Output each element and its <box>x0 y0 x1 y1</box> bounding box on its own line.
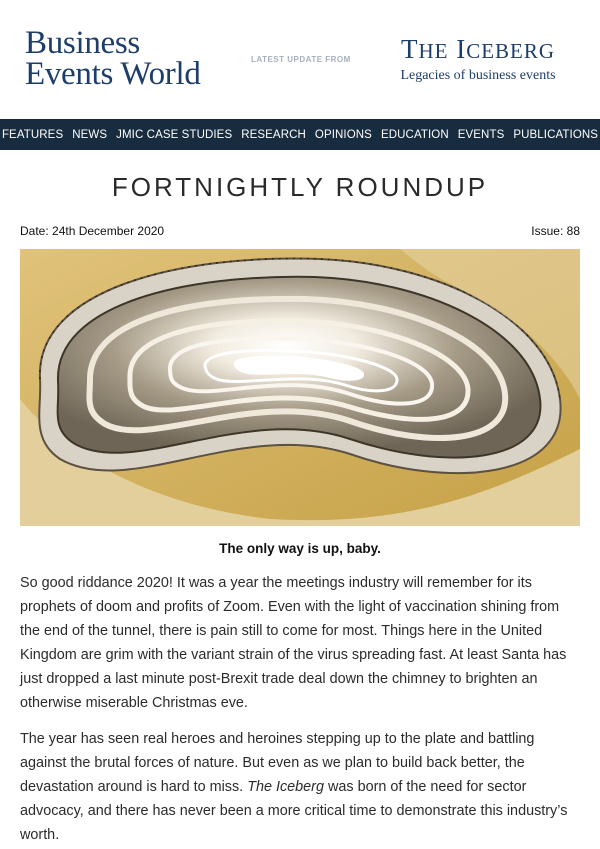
latest-update-label: LATEST UPDATE FROM <box>251 55 351 64</box>
issue-number: Issue: 88 <box>531 224 580 238</box>
paragraph-2-end: was born of the need for sector advocacy, and there has never been a more critical time to demonstrate this industry’s worth. <box>20 779 568 843</box>
iceberg-i: I <box>456 34 467 64</box>
nav-features[interactable]: FEATURES <box>1 128 64 141</box>
nav-events[interactable]: EVENTS <box>457 128 505 141</box>
nav-research[interactable]: RESEARCH <box>241 128 306 141</box>
site-header <box>0 0 600 119</box>
the-iceberg-logo[interactable] <box>382 34 574 84</box>
brand-line-2: Events World <box>25 56 201 92</box>
spiral-staircase-image <box>20 249 580 526</box>
issue-meta <box>20 224 580 238</box>
iceberg-title <box>382 34 574 66</box>
iceberg-ceberg: CEBERG <box>466 39 556 63</box>
spiral-staircase-illustration <box>20 249 580 526</box>
the-iceberg-italic: The Iceberg <box>247 779 324 795</box>
article-paragraph-1: So good riddance 2020! It was a year the meetings industry will remember for its prophets of doom and profits of Zoom. Even with the light of vaccination shining from the end of the tunnel, there is pain still to come for most. Things here in the United Kingdom are grim with the variant strain of the virus spreading fast. At least Santa has just dropped a last minute post-Brexit trade deal down the chimney to brighten an otherwise miserable Christmas eve. <box>20 575 567 711</box>
article-paragraph-2 <box>20 727 580 847</box>
paragraph-2-start: The year has seen real heroes and heroines stepping up to the plate and battling against the brutal forces of nature. But even as we plan to build back better, the devastation around is hard to miss. <box>20 731 535 795</box>
iceberg-he: HE <box>418 39 449 63</box>
main-navigation <box>0 119 600 150</box>
image-caption: The only way is up, baby. <box>219 541 381 556</box>
iceberg-tagline: Legacies of business events <box>400 68 556 83</box>
nav-publications[interactable]: PUBLICATIONS <box>513 128 599 141</box>
brand-line-1: Business <box>25 25 140 61</box>
nav-opinions[interactable]: OPINIONS <box>314 128 372 141</box>
iceberg-t: T <box>400 34 419 64</box>
issue-date: Date: 24th December 2020 <box>20 224 165 238</box>
page-title: FORTNIGHTLY ROUNDUP <box>111 172 489 202</box>
nav-news[interactable]: NEWS <box>72 128 108 141</box>
nav-education[interactable]: EDUCATION <box>380 128 449 141</box>
nav-jmic-case-studies[interactable]: JMIC CASE STUDIES <box>116 128 233 141</box>
business-events-world-logo[interactable] <box>25 25 201 92</box>
